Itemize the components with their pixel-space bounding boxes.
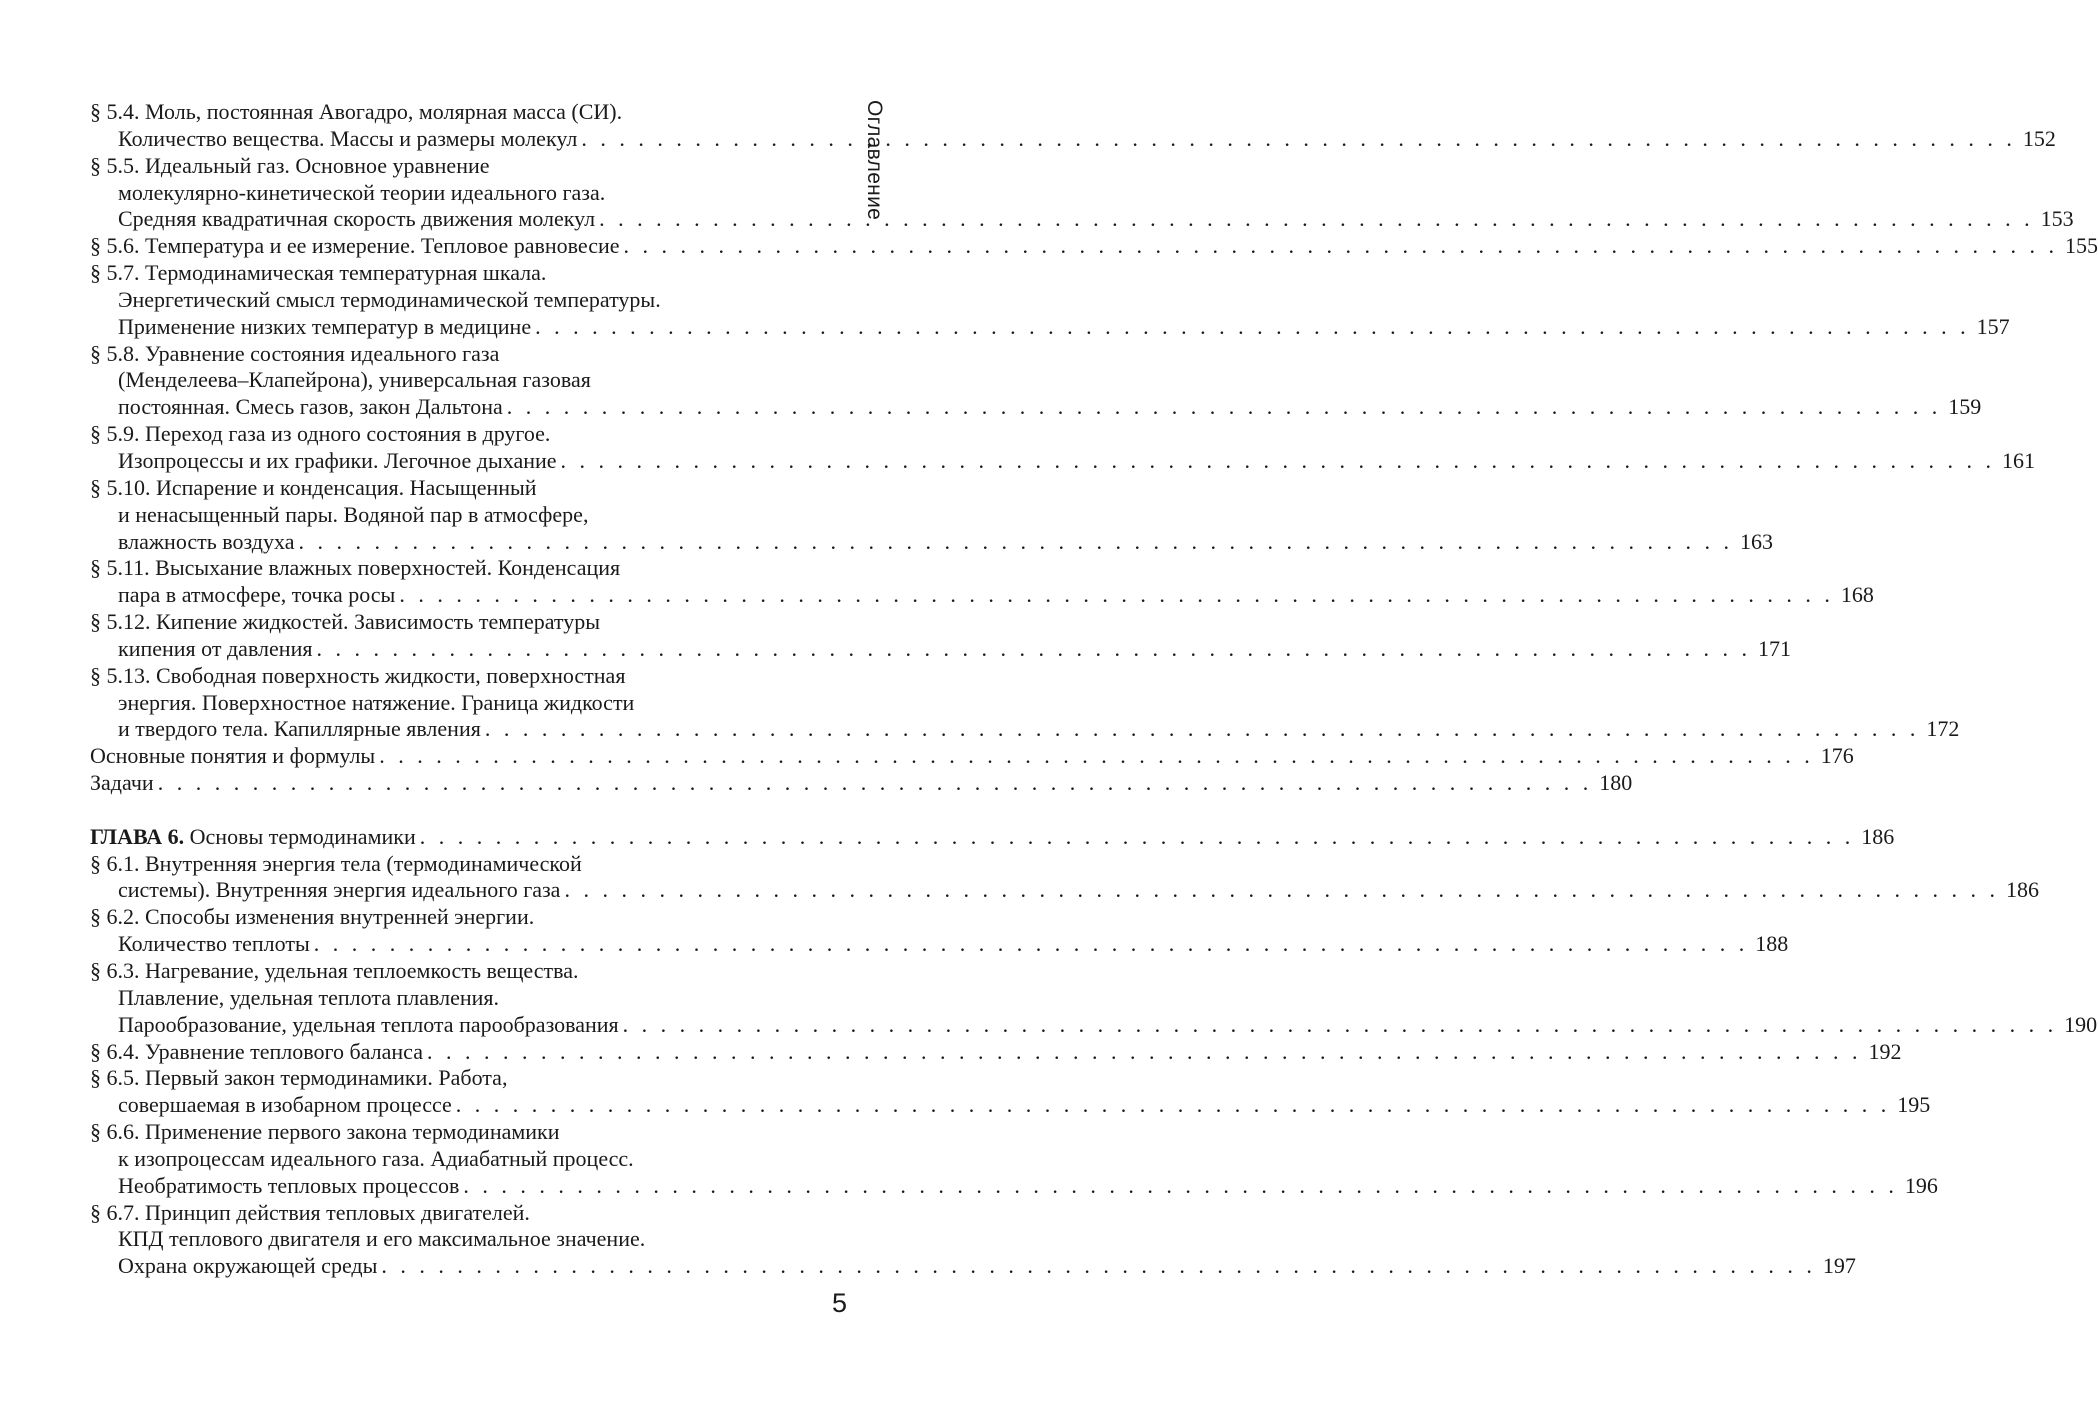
toc-entry-6-6-end[interactable] xyxy=(90,1172,1938,1200)
toc-entry-5-9-end[interactable] xyxy=(90,447,2036,475)
toc-entry-5-4[interactable] xyxy=(90,99,838,126)
dot-leader xyxy=(381,1253,1816,1280)
toc-entry-basics[interactable] xyxy=(90,743,1854,770)
toc-entry-6-6[interactable] xyxy=(90,1119,838,1146)
chapter-title: Основы термодинамики xyxy=(189,823,416,849)
toc-entry-5-11[interactable] xyxy=(90,555,838,582)
toc-entry-text: Задачи xyxy=(90,770,154,796)
toc-page-number: 192 xyxy=(1868,1038,1902,1064)
toc-entry-text: кипения от давления xyxy=(118,635,313,661)
toc-entry-5-5-cont[interactable] xyxy=(90,180,838,207)
toc-entry-6-3[interactable] xyxy=(90,958,838,985)
toc-page-number: 197 xyxy=(1822,1253,1856,1279)
toc-entry-text: § 5.7. Термодинамическая температурная шкала. xyxy=(90,260,547,286)
toc-entry-5-4-end[interactable] xyxy=(90,125,2056,153)
toc-page-number: 163 xyxy=(1739,528,1773,554)
toc-entry-text: молекулярно-кинетической теории идеального газа. xyxy=(118,179,606,205)
toc-entry-6-6-cont[interactable] xyxy=(90,1146,838,1173)
toc-entry-text: Количество теплоты xyxy=(118,931,310,957)
toc-entry-6-5-end[interactable] xyxy=(90,1092,1931,1119)
toc-entry-text: КПД теплового двигателя и его максимальное значение. xyxy=(118,1226,646,1252)
toc-entry-6-2[interactable] xyxy=(90,904,838,931)
toc-entry-text: Изопроцессы и их графики. Легочное дыхание xyxy=(118,447,557,473)
toc-entry-6-1-end[interactable] xyxy=(90,877,2039,904)
toc-page-number: 152 xyxy=(2022,125,2056,151)
toc-entry-6-2-end[interactable] xyxy=(90,931,1789,958)
toc-entry-5-11-end[interactable] xyxy=(90,582,1874,609)
toc-page-number: 159 xyxy=(1948,394,1982,420)
toc-page-number: 153 xyxy=(2040,206,2074,232)
toc-entry-6-7[interactable] xyxy=(90,1200,838,1227)
toc-entry-text: Средняя квадратичная скорость движения молекул xyxy=(118,206,596,232)
toc-entry-text: § 6.1. Внутренняя энергия тела (термодинамической xyxy=(90,850,582,876)
toc-entry-tasks[interactable] xyxy=(90,770,1633,797)
dot-leader xyxy=(298,529,1733,556)
toc-entry-text: Плавление, удельная теплота плавления. xyxy=(118,984,500,1010)
toc-entry-5-12[interactable] xyxy=(90,609,838,636)
toc-entry-text: § 5.13. Свободная поверхность жидкости, поверхностная xyxy=(90,662,626,688)
toc-entry-text: § 5.12. Кипение жидкостей. Зависимость температуры xyxy=(90,609,601,635)
toc-entry-5-7-cont[interactable] xyxy=(90,287,838,314)
toc-entry-5-8[interactable] xyxy=(90,341,838,368)
toc-page-number: 171 xyxy=(1757,635,1791,661)
running-header-label: Оглавление xyxy=(863,100,886,221)
toc-page-number: 180 xyxy=(1599,770,1633,796)
toc-entry-text: постоянная. Смесь газов, закон Дальтона xyxy=(118,394,503,420)
toc-entry-6-3-end[interactable] xyxy=(90,1011,2098,1039)
toc-entry-text: § 5.11. Высыхание влажных поверхностей. Конденсация xyxy=(90,555,621,581)
toc-page-number: 172 xyxy=(1926,716,1960,742)
toc-page-number: 168 xyxy=(1840,582,1874,608)
toc-page-number: 195 xyxy=(1897,1092,1931,1118)
toc-page-number: 176 xyxy=(1820,743,1854,769)
toc-entry-text: совершаемая в изобарном процессе xyxy=(118,1092,452,1118)
toc-entry-text: § 5.5. Идеальный газ. Основное уравнение xyxy=(90,152,490,178)
toc-page-number: 161 xyxy=(2002,447,2036,473)
toc-page-number: 196 xyxy=(1904,1172,1938,1198)
toc-entry-text: § 6.5. Первый закон термодинамики. Работа, xyxy=(90,1065,508,1091)
toc-chapter-6[interactable] xyxy=(90,823,1895,851)
dot-leader xyxy=(314,931,1749,958)
toc-entry-text: пара в атмосфере, точка росы xyxy=(118,582,396,608)
toc-page-number: 155 xyxy=(2065,233,2098,259)
toc-entry-text: Энергетический смысл термодинамической температуры. xyxy=(118,286,661,312)
toc-entry-5-13[interactable] xyxy=(90,663,838,690)
toc-entry-text: § 6.4. Уравнение теплового баланса xyxy=(90,1038,423,1064)
toc-entry-text: энергия. Поверхностное натяжение. Граница жидкости xyxy=(118,689,635,715)
dot-leader xyxy=(485,716,1920,743)
toc-entry-6-4[interactable] xyxy=(90,1038,1902,1066)
toc-entry-5-7[interactable] xyxy=(90,260,838,287)
dot-leader xyxy=(564,877,1999,904)
toc-entry-6-7-cont[interactable] xyxy=(90,1226,838,1253)
toc-entry-6-5[interactable] xyxy=(90,1065,838,1092)
toc-entry-text xyxy=(90,824,416,851)
toc-entry-5-8-end[interactable] xyxy=(90,394,1982,421)
toc-entry-text: (Менделеева–Клапейрона), универсальная газовая xyxy=(118,367,591,393)
toc-entry-text: Необратимость тепловых процессов xyxy=(118,1172,460,1198)
toc-entry-text: § 5.6. Температура и ее измерение. Тепловое равновесие xyxy=(90,233,620,259)
toc-entry-text: § 6.7. Принцип действия тепловых двигателей. xyxy=(90,1199,530,1225)
toc-entry-5-7-end[interactable] xyxy=(90,313,2010,341)
toc-entry-5-8-cont[interactable] xyxy=(90,367,838,394)
toc-entry-text: § 5.9. Переход газа из одного состояния в другое. xyxy=(90,421,551,447)
toc-entry-5-10[interactable] xyxy=(90,475,838,502)
toc-entry-5-12-end[interactable] xyxy=(90,635,1791,663)
toc-entry-6-3-cont[interactable] xyxy=(90,985,838,1012)
dot-leader xyxy=(624,233,2059,260)
dot-leader xyxy=(316,636,1751,663)
toc-page-number: 186 xyxy=(2005,877,2039,903)
toc-entry-text: и твердого тела. Капиллярные явления xyxy=(118,716,481,742)
toc-entry-text: влажность воздуха xyxy=(118,528,295,554)
page-number: 5 xyxy=(832,1288,848,1318)
toc-entry-5-13-cont[interactable] xyxy=(90,690,838,717)
dot-leader xyxy=(158,770,1593,797)
toc-entry-5-6[interactable] xyxy=(90,233,2098,260)
toc-entry-text: Количество вещества. Массы и размеры молекул xyxy=(118,125,578,151)
dot-leader xyxy=(427,1039,1862,1066)
dot-leader xyxy=(599,206,2034,233)
chapter-spacer xyxy=(90,797,838,824)
dot-leader xyxy=(456,1092,1891,1119)
toc-entry-text: § 6.3. Нагревание, удельная теплоемкость вещества. xyxy=(90,958,579,983)
dot-leader xyxy=(420,824,1855,851)
toc-entry-text: к изопроцессам идеального газа. Адиабатный процесс. xyxy=(118,1145,634,1171)
toc-entry-5-13-end[interactable] xyxy=(90,716,1960,743)
toc-entry-text: § 5.4. Моль, постоянная Авогадро, молярная масса (СИ). xyxy=(90,99,623,124)
toc-entry-5-5-end[interactable] xyxy=(90,206,2074,233)
toc-entry-text: § 6.2. Способы изменения внутренней энергии. xyxy=(90,904,535,930)
dot-leader xyxy=(463,1173,1898,1200)
toc-page-number: 190 xyxy=(2064,1011,2098,1037)
toc-entry-5-10-end[interactable] xyxy=(90,528,1773,556)
toc-entry-text: Основные понятия и формулы xyxy=(90,743,376,769)
toc-entry-text: § 5.8. Уравнение состояния идеального газа xyxy=(90,340,500,366)
dot-leader xyxy=(535,314,1970,341)
dot-leader xyxy=(561,448,1996,475)
dot-leader xyxy=(399,582,1834,609)
toc-entry-6-7-end[interactable] xyxy=(90,1253,1856,1280)
toc-entry-text: § 6.6. Применение первого закона термодинамики xyxy=(90,1119,560,1145)
dot-leader xyxy=(507,394,1942,421)
chapter-label: ГЛАВА 6. xyxy=(90,823,185,849)
dot-leader xyxy=(379,743,1814,770)
dot-leader xyxy=(623,1012,2058,1039)
toc-page-number: 188 xyxy=(1755,931,1789,957)
toc-page-number: 186 xyxy=(1861,823,1895,849)
toc-entry-text: системы). Внутренняя энергия идеального газа xyxy=(118,877,561,903)
toc-entry-text: Парообразование, удельная теплота парообразования xyxy=(118,1011,619,1037)
toc-page-number: 157 xyxy=(1976,313,2010,339)
toc-entry-text: § 5.10. Испарение и конденсация. Насыщенный xyxy=(90,474,537,500)
toc-entry-5-9[interactable] xyxy=(90,421,838,448)
toc-entry-text: Применение низких температур в медицине xyxy=(118,313,532,339)
toc-entry-text: Охрана окружающей среды xyxy=(118,1253,378,1279)
toc-entry-5-10-cont[interactable] xyxy=(90,502,838,529)
toc-entry-text: и ненасыщенный пары. Водяной пар в атмосфере, xyxy=(118,501,589,527)
dot-leader xyxy=(581,126,2016,153)
toc-entry-5-5[interactable] xyxy=(90,153,838,180)
toc-entry-6-1[interactable] xyxy=(90,851,838,878)
